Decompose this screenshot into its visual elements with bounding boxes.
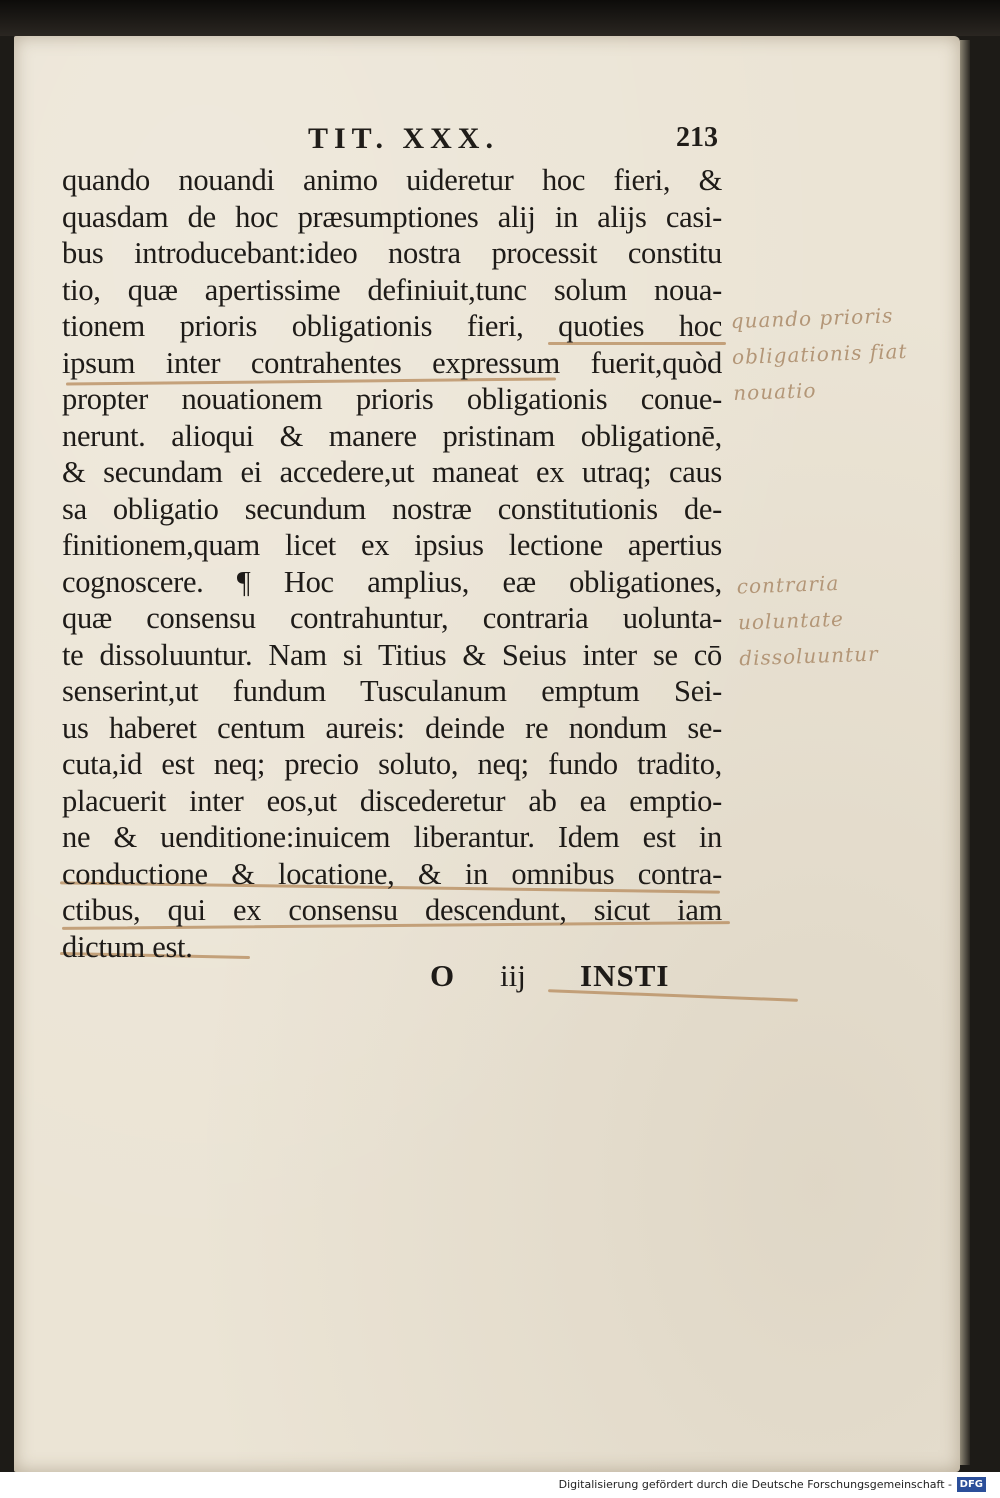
margin-note-line: quando prioris bbox=[730, 303, 894, 334]
margin-note-line: obligationis fiat bbox=[731, 338, 908, 370]
text-line: bus introducebant:ideo nostra processit constitu bbox=[62, 236, 722, 270]
scan-border bbox=[0, 0, 1000, 36]
main-text bbox=[62, 162, 722, 965]
text-line: tio, quæ apertissime definiuit,tunc solum noua- bbox=[62, 272, 722, 307]
catchword: INSTI bbox=[580, 958, 670, 993]
margin-note-line: uoluntate bbox=[737, 606, 845, 635]
footer-bar bbox=[0, 1472, 1000, 1498]
signature-mark: O bbox=[430, 958, 455, 993]
text-line: senserint,ut fundum Tusculanum emptum Sei- bbox=[62, 674, 722, 708]
signature-number: iij bbox=[500, 958, 526, 993]
margin-note-line: dissoluuntur bbox=[738, 641, 879, 671]
running-head bbox=[300, 122, 720, 166]
text-line: quæ consensu contrahuntur, contraria uolunta- bbox=[62, 601, 722, 635]
text-line: us haberet centum aureis: deinde re nondum se- bbox=[62, 710, 722, 745]
text-line: ne & uenditione:inuicem liberantur. Idem est in bbox=[62, 820, 722, 854]
text-line: finitionem,quam licet ex ipsius lectione apertius bbox=[62, 528, 722, 562]
text-line: placuerit inter eos,ut discederetur ab ea emptio- bbox=[62, 783, 722, 818]
margin-note bbox=[736, 564, 879, 677]
text-line: sa obligatio secundum nostræ constitutionis de- bbox=[62, 491, 722, 526]
running-head-title: TIT. XXX. bbox=[308, 122, 499, 155]
text-line: conductione & locatione, & in omnibus contra- bbox=[62, 856, 722, 891]
dfg-logo: DFG bbox=[957, 1477, 986, 1492]
page-edge bbox=[960, 40, 970, 1465]
margin-note-line: contraria bbox=[736, 570, 840, 599]
text-line: tionem prioris obligationis fieri, quoties hoc bbox=[62, 309, 722, 343]
folio-number: 213 bbox=[676, 122, 718, 153]
margin-note bbox=[730, 297, 909, 411]
text-line: quando nouandi animo uideretur hoc fieri, & bbox=[62, 163, 722, 197]
text-line: cuta,id est neq; precio soluto, neq; fundo tradito, bbox=[62, 747, 722, 781]
footer-credit: Digitalisierung gefördert durch die Deutsche Forschungsgemeinschaft - bbox=[558, 1478, 952, 1491]
margin-note-line: nouatio bbox=[732, 378, 817, 406]
text-line: quasdam de hoc præsumptiones alij in alijs casi- bbox=[62, 199, 722, 234]
signature-line bbox=[430, 958, 710, 998]
text-line: te dissoluuntur. Nam si Titius & Seius inter se cō bbox=[62, 637, 722, 672]
text-line: dictum est. bbox=[62, 929, 193, 964]
text-line: ctibus, qui ex consensu descendunt, sicut iam bbox=[62, 893, 722, 927]
text-line: ipsum inter contrahentes expressum fuerit,quòd bbox=[62, 345, 722, 380]
text-line: nerunt. alioqui & manere pristinam obligationē, bbox=[62, 418, 722, 453]
text-line: & secundam ei accedere,ut maneat ex utraq; caus bbox=[62, 455, 722, 489]
text-line: propter nouationem prioris obligationis conue- bbox=[62, 382, 722, 416]
text-line: cognoscere. ¶ Hoc amplius, eæ obligationes, bbox=[62, 564, 722, 599]
